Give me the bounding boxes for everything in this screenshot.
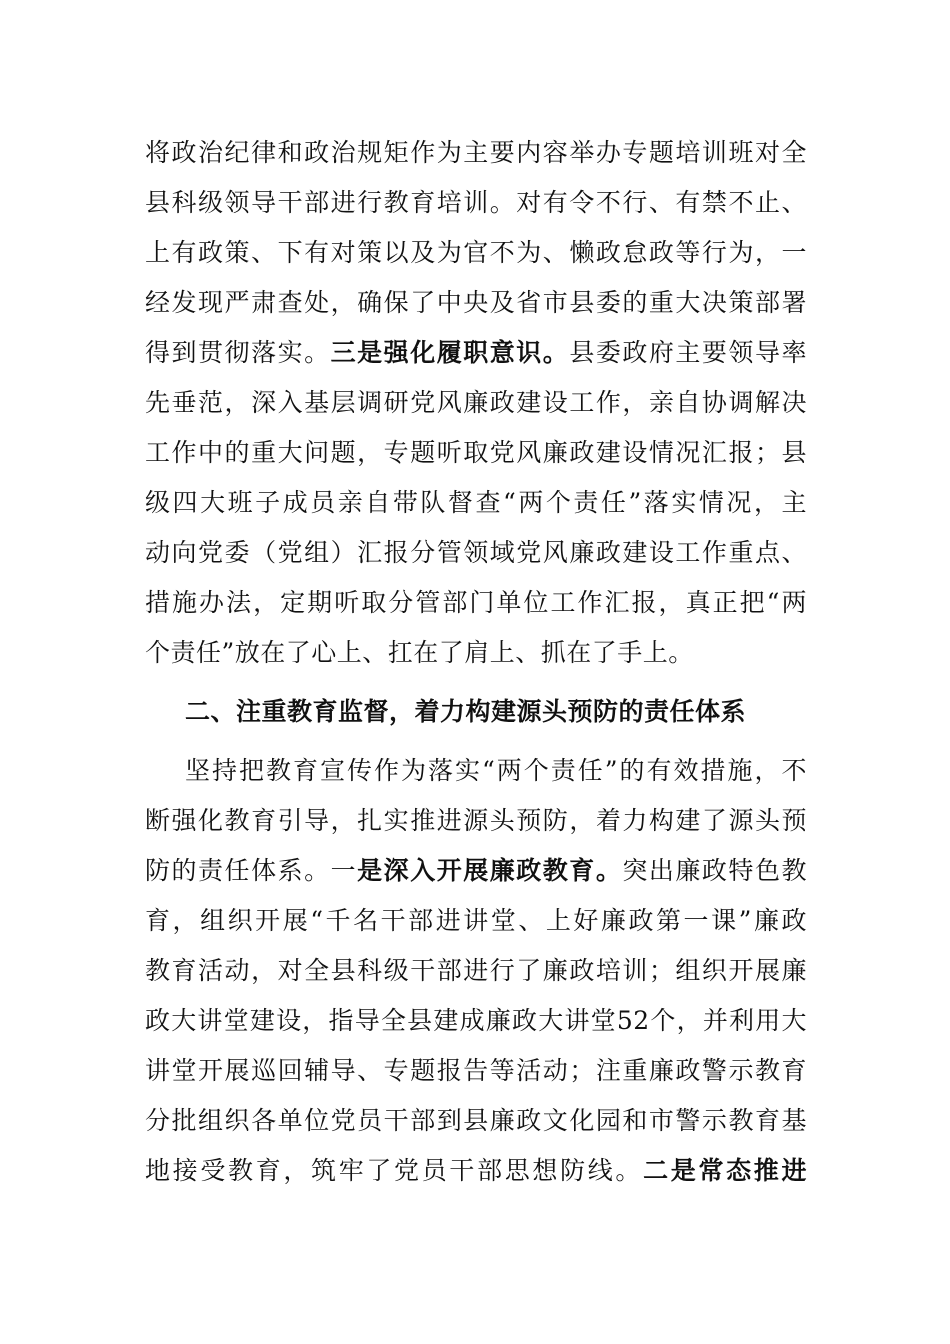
text-line: 县科级领导干部进行教育培训。对有令不行、有禁不止、: [145, 188, 807, 217]
text-line: 个责任”放在了心上、扛在了肩上、抓在了手上。: [145, 638, 694, 667]
text-line: 将政治纪律和政治规矩作为主要内容举办专题培训班对全: [145, 138, 807, 167]
text-line: [145, 1146, 807, 1196]
text-run: 县委政府主要领导率: [569, 338, 807, 367]
bold-run: 三是强化履职意识。: [330, 338, 570, 367]
bold-run: 是深入开展廉政教育。: [357, 856, 623, 885]
text-line: 教育活动，对全县科级干部进行了廉政培训；组织开展廉: [145, 956, 807, 985]
text-line: 动向党委（党组）汇报分管领域党风廉政建设工作重点、: [145, 538, 807, 567]
text-line: [145, 328, 807, 378]
text-line: 经发现严肃查处，确保了中央及省市县委的重大决策部署: [145, 288, 807, 317]
text-line: 育，组织开展“千名干部进讲堂、上好廉政第一课”廉政: [145, 906, 807, 935]
text-line: 上有政策、下有对策以及为官不为、懒政怠政等行为，一: [145, 238, 807, 267]
text-line: 政大讲堂建设，指导全县建成廉政大讲堂52个，并利用大: [145, 1006, 807, 1035]
text-line: [145, 846, 807, 896]
bold-run: 二是常态推进: [643, 1156, 807, 1185]
text-line: 措施办法，定期听取分管部门单位工作汇报，真正把“两: [145, 588, 807, 617]
text-line: 级四大班子成员亲自带队督查“两个责任”落实情况，主: [145, 488, 807, 517]
text-line: 坚持把教育宣传作为落实“两个责任”的有效措施，不: [185, 756, 807, 785]
text-run: 防的责任体系。一: [145, 856, 358, 885]
text-line: 断强化教育引导，扎实推进源头预防，着力构建了源头预: [145, 806, 807, 835]
section-heading: 二、注重教育监督，着力构建源头预防的责任体系: [185, 697, 747, 726]
text-line: 分批组织各单位党员干部到县廉政文化园和市警示教育基: [145, 1106, 807, 1135]
text-line: 先垂范，深入基层调研党风廉政建设工作，亲自协调解决: [145, 388, 807, 417]
text-run: 地接受教育，筑牢了党员干部思想防线。: [145, 1156, 644, 1185]
text-line: 讲堂开展巡回辅导、专题报告等活动；注重廉政警示教育: [145, 1056, 807, 1085]
text-line: 工作中的重大问题，专题听取党风廉政建设情况汇报；县: [145, 438, 807, 467]
text-run: 得到贯彻落实。: [145, 338, 331, 367]
text-run: 突出廉政特色教: [622, 856, 807, 885]
